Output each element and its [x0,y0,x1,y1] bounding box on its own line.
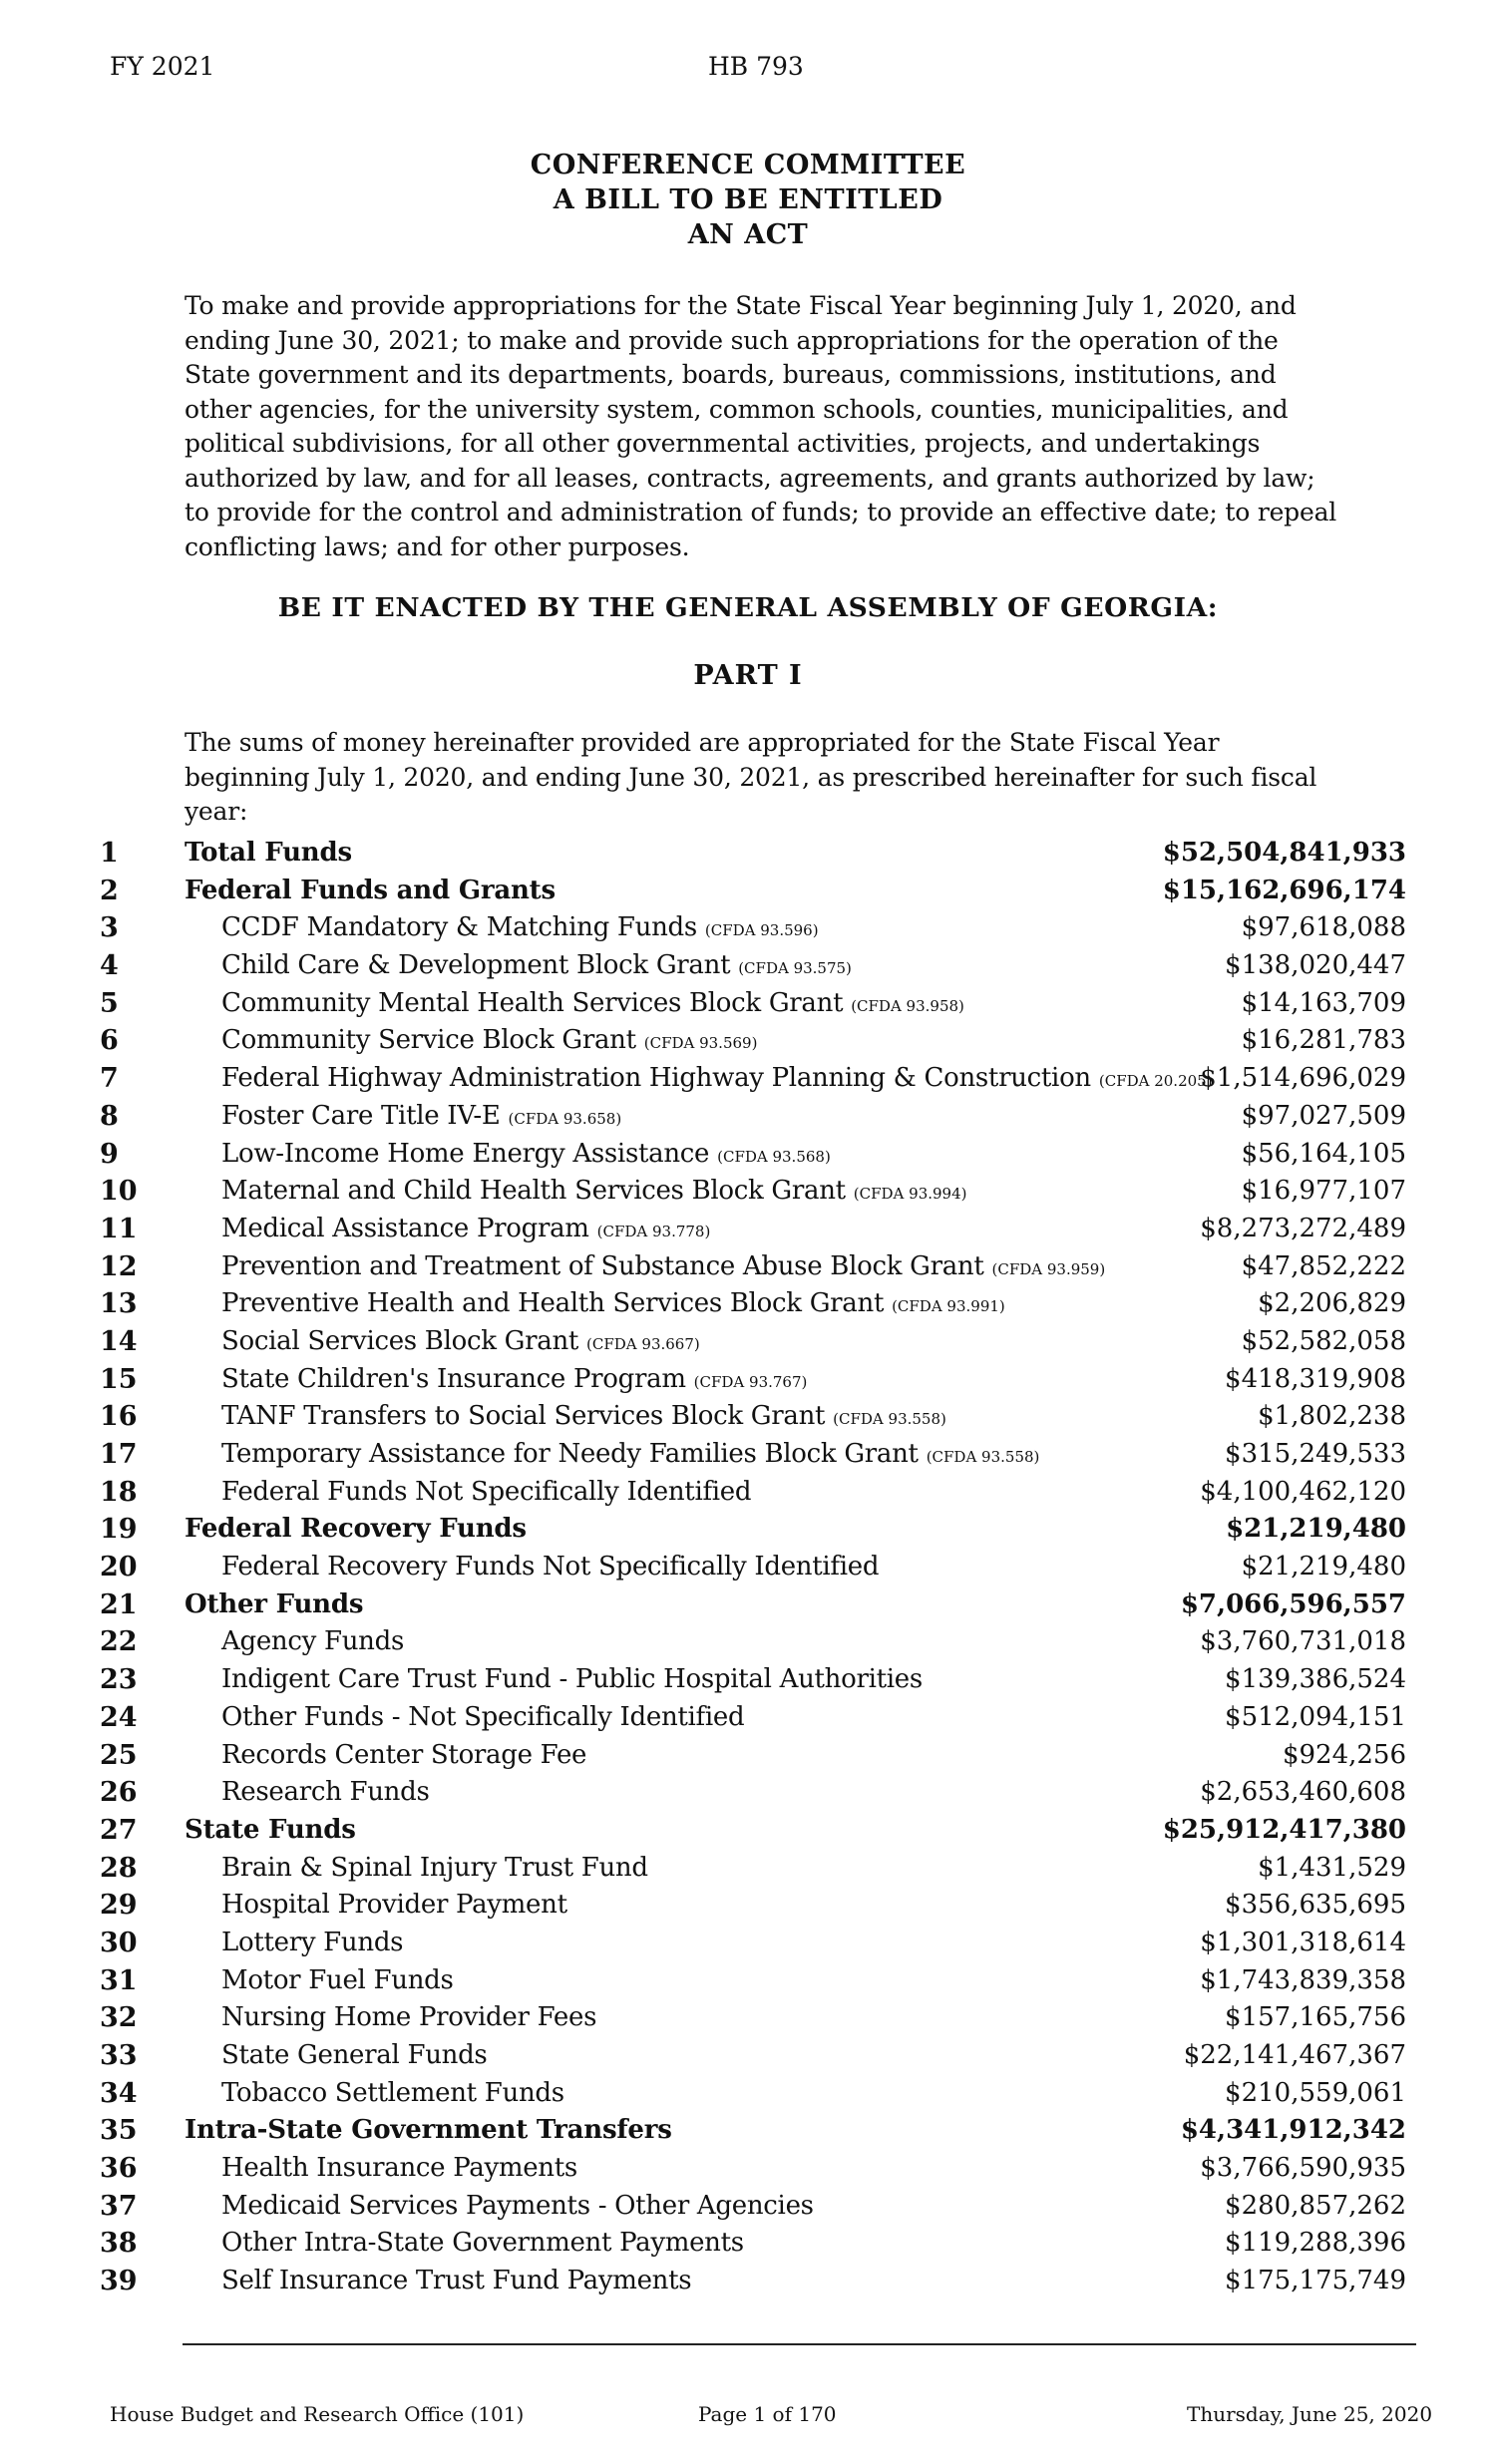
table-row [0,1436,1496,1474]
line-number: 19 [100,1514,138,1546]
table-row [0,947,1496,985]
line-number: 22 [100,1626,138,1658]
footer-divider [183,2343,1416,2345]
fund-source-label [221,1774,430,1812]
fund-source-name: Federal Recovery Funds Not Specifically Identified [221,1552,880,1583]
line-number: 17 [100,1439,138,1470]
fund-source-name: Federal Funds and Grants [185,875,556,905]
amount: $21,219,480 [1226,1514,1406,1545]
table-row [0,2263,1496,2300]
fund-source-name: State General Funds [221,2040,488,2070]
line-number: 29 [100,1890,138,1922]
table-row [0,1999,1496,2037]
line-number: 13 [100,1288,138,1320]
cfda-number: (CFDA 93.568) [717,1147,831,1166]
amount: $1,743,839,358 [1200,1964,1406,1995]
preamble-paragraph: To make and provide appropriations for the State Fiscal Year beginning July 1, 2020, and ending June 30, 2021; to make and provide such appropriations for the operation of the State government and its departments, boards, bureaus, commissions, institutions, and other agencies, for the university system, common schools, counties, municipalities, and political subdivisions, for all other governmental activities, projects, and undertakings authorized by law, and for all leases, contracts, agreements, and grants authorized by law; to provide for the control and administration of funds; to provide an effective date; to repeal conflicting laws; and for other purposes. [185,291,1337,561]
fund-source-label [221,1136,831,1177]
amount: $418,319,908 [1225,1363,1406,1394]
table-row [0,1398,1496,1436]
line-number: 24 [100,1701,138,1733]
line-number: 26 [100,1777,138,1809]
line-number: 7 [100,1063,119,1095]
cfda-number: (CFDA 93.667) [586,1334,700,1353]
table-row [0,1586,1496,1624]
line-number: 23 [100,1664,138,1696]
fund-source-label [185,1586,363,1624]
fund-source-name: Agency Funds [221,1626,404,1657]
fund-source-name: Other Funds [185,1588,364,1619]
fund-source-label [221,1474,751,1512]
line-number: 10 [100,1176,138,1208]
cfda-number: (CFDA 93.558) [833,1410,946,1429]
table-row [0,1511,1496,1549]
line-number: 1 [100,838,119,869]
fund-source-label [221,1887,567,1925]
line-number: 9 [100,1138,119,1170]
fund-source-name: Health Insurance Payments [221,2153,577,2184]
fund-source-name: Self Insurance Trust Fund Payments [221,2266,692,2296]
footer-date: Thursday, June 25, 2020 [1187,2402,1433,2426]
fund-source-name: Child Care & Development Block Grant [221,950,731,981]
fiscal-year-header: FY 2021 [110,52,215,81]
fund-source-label [221,1022,757,1063]
line-number: 34 [100,2077,138,2109]
fund-source-label [221,1925,403,1962]
fund-source-name: Brain & Spinal Injury Trust Fund [221,1852,648,1883]
line-number: 5 [100,987,119,1019]
line-number: 20 [100,1552,138,1584]
table-row [0,1361,1496,1399]
fund-source-name: Total Funds [185,838,352,868]
line-number: 30 [100,1927,138,1958]
line-number: 38 [100,2228,138,2260]
line-number: 6 [100,1025,119,1057]
cfda-number: (CFDA 93.558) [926,1448,1040,1466]
table-row [0,1850,1496,1888]
cfda-number: (CFDA 93.767) [693,1372,808,1391]
fund-source-label [221,947,852,988]
amount: $175,175,749 [1225,2266,1406,2296]
fund-source-name: Preventive Health and Health Services Block Grant [221,1288,885,1319]
cfda-number: (CFDA 93.991) [892,1297,1005,1316]
bill-number-header: HB 793 [708,52,804,81]
cfda-number: (CFDA 93.958) [851,996,964,1015]
amount: $97,027,509 [1241,1100,1406,1131]
amount: $512,094,151 [1225,1701,1406,1732]
fund-source-label [221,1060,1213,1101]
fund-source-name: Records Center Storage Fee [221,1739,587,1770]
line-number: 16 [100,1401,138,1433]
fund-source-name: Motor Fuel Funds [221,1964,454,1995]
fund-source-label [221,1699,744,1737]
fund-source-name: Other Intra-State Government Payments [221,2228,744,2259]
line-number: 14 [100,1325,138,1357]
table-row [0,1285,1496,1323]
fund-source-label [221,2188,814,2226]
fund-source-name: Tobacco Settlement Funds [221,2077,564,2108]
table-row [0,1699,1496,1737]
table-row [0,2037,1496,2075]
enacting-clause: BE IT ENACTED BY THE GENERAL ASSEMBLY OF GEORGIA: [277,592,1219,623]
fund-source-name: Social Services Block Grant [221,1325,579,1356]
line-number: 35 [100,2115,138,2147]
amount: $356,635,695 [1225,1890,1406,1921]
fund-source-name: Federal Recovery Funds [185,1514,527,1545]
line-number: 4 [100,950,119,982]
line-number: 39 [100,2266,138,2297]
fund-source-name: Lottery Funds [221,1927,404,1957]
amount: $7,066,596,557 [1180,1588,1406,1619]
fund-source-name: CCDF Mandatory & Matching Funds [221,912,697,943]
fund-source-label [221,1436,1039,1477]
intro-paragraph: The sums of money hereinafter provided are appropriated for the State Fiscal Year beginning July 1, 2020, and ending June 30, 2021, as prescribed hereinafter for such fiscal year: [185,728,1317,826]
title-line: AN ACT [687,219,809,250]
line-number: 18 [100,1476,138,1508]
amount: $16,977,107 [1241,1176,1406,1207]
table-row [0,2075,1496,2113]
footer-office: House Budget and Research Office (101) [110,2402,525,2426]
amount: $119,288,396 [1225,2228,1406,2259]
table-row [0,873,1496,910]
fund-source-name: Foster Care Title IV-E [221,1100,501,1131]
amount: $3,766,590,935 [1200,2153,1406,2184]
table-row [0,1661,1496,1699]
footer-page-number: Page 1 of 170 [698,2402,837,2426]
cfda-number: (CFDA 20.205) [1098,1072,1213,1091]
fund-source-name: Federal Funds Not Specifically Identified [221,1476,752,1507]
table-row [0,1549,1496,1586]
amount: $25,912,417,380 [1162,1814,1406,1845]
amount: $22,141,467,367 [1183,2040,1406,2070]
line-number: 11 [100,1213,138,1244]
fund-source-name: Maternal and Child Health Services Block Grant [221,1176,846,1207]
cfda-number: (CFDA 93.596) [704,921,819,940]
fund-source-name: State Children's Insurance Program [221,1363,686,1394]
amount: $15,162,696,174 [1162,875,1406,905]
fund-source-label [221,909,819,950]
table-row [0,1323,1496,1361]
fund-source-label [221,2225,744,2263]
amount: $315,249,533 [1225,1439,1406,1469]
table-row [0,2112,1496,2150]
fund-source-name: State Funds [185,1814,356,1845]
table-row [0,1248,1496,1286]
cfda-number: (CFDA 93.569) [643,1034,758,1053]
table-row [0,835,1496,873]
table-row [0,1060,1496,1098]
cfda-number: (CFDA 93.658) [508,1109,622,1128]
amount: $1,301,318,614 [1200,1927,1406,1957]
title-line: CONFERENCE COMMITTEE [530,150,966,180]
fund-source-label [221,1549,879,1586]
table-row [0,2188,1496,2226]
table-row [0,909,1496,947]
fund-source-name: Hospital Provider Payment [221,1890,567,1921]
fund-source-name: Intra-State Government Transfers [185,2115,672,2146]
fund-source-label [221,2263,691,2300]
line-number: 37 [100,2190,138,2222]
cfda-number: (CFDA 93.959) [991,1259,1106,1278]
line-number: 32 [100,2002,138,2034]
line-number: 8 [100,1100,119,1132]
table-row [0,1962,1496,2000]
fund-source-label [185,1812,356,1850]
fund-source-name: Community Service Block Grant [221,1025,636,1056]
line-number: 31 [100,1964,138,1996]
amount: $2,206,829 [1258,1288,1406,1319]
fund-source-label [221,1661,923,1699]
amount: $924,256 [1282,1739,1406,1770]
line-number: 25 [100,1739,138,1771]
fund-source-label [221,1323,700,1364]
fund-source-label [221,985,964,1026]
table-row [0,2225,1496,2263]
fund-source-label [221,1285,1005,1326]
amount: $21,219,480 [1241,1552,1406,1583]
fund-source-label [185,835,352,873]
amount: $4,341,912,342 [1180,2115,1406,2146]
bill-title [0,148,1496,252]
line-number: 27 [100,1814,138,1846]
table-row [0,1136,1496,1174]
amount: $8,273,272,489 [1200,1213,1406,1243]
line-number: 2 [100,875,119,906]
fund-source-label [185,873,556,910]
line-number: 3 [100,912,119,944]
fund-source-label [185,2112,672,2150]
table-row [0,1925,1496,1962]
line-number: 21 [100,1588,138,1620]
amount: $3,760,731,018 [1200,1626,1406,1657]
fund-source-name: Indigent Care Trust Fund - Public Hospital Authorities [221,1664,923,1695]
line-number: 12 [100,1250,138,1282]
table-row [0,1098,1496,1136]
line-number: 36 [100,2153,138,2185]
line-number: 15 [100,1363,138,1395]
fund-source-name: Medicaid Services Payments - Other Agencies [221,2190,814,2221]
fund-source-label [221,1173,967,1214]
amount: $16,281,783 [1241,1025,1406,1056]
title-line: A BILL TO BE ENTITLED [553,184,943,215]
fund-source-label [221,1248,1105,1289]
fund-source-label [221,1623,404,1661]
line-number: 33 [100,2040,138,2071]
amount: $97,618,088 [1241,912,1406,943]
fund-source-label [221,1398,946,1439]
fund-source-name: Community Mental Health Services Block Grant [221,987,844,1018]
fund-source-name: Temporary Assistance for Needy Families Block Grant [221,1439,919,1469]
amount: $1,431,529 [1258,1852,1406,1883]
table-row [0,985,1496,1023]
table-row [0,1623,1496,1661]
table-row [0,1211,1496,1248]
table-row [0,1774,1496,1812]
fund-source-label [221,1962,454,2000]
fund-source-label [221,2075,564,2113]
fund-source-label [221,1850,648,1888]
fund-source-name: Prevention and Treatment of Substance Abuse Block Grant [221,1250,984,1281]
fund-source-name: Low-Income Home Energy Assistance [221,1138,710,1169]
fund-source-name: Federal Highway Administration Highway Planning & Construction [221,1063,1091,1094]
fund-source-name: Research Funds [221,1777,430,1808]
fund-source-label [221,2037,487,2075]
amount: $52,582,058 [1241,1325,1406,1356]
cfda-number: (CFDA 93.575) [738,959,852,978]
fund-source-name: Medical Assistance Program [221,1213,589,1243]
table-row [0,1812,1496,1850]
table-row [0,1737,1496,1775]
amount: $2,653,460,608 [1200,1777,1406,1808]
fund-source-label [221,1737,586,1775]
amount: $56,164,105 [1241,1138,1406,1169]
appropriations-table [0,835,1496,2300]
cfda-number: (CFDA 93.778) [596,1222,711,1240]
table-row [0,1022,1496,1060]
fund-source-label [221,1999,596,2037]
table-row [0,1173,1496,1211]
line-number: 28 [100,1852,138,1884]
fund-source-name: TANF Transfers to Social Services Block Grant [221,1401,826,1432]
table-row [0,2150,1496,2188]
amount: $210,559,061 [1225,2077,1406,2108]
amount: $4,100,462,120 [1200,1476,1406,1507]
fund-source-label [221,1211,710,1251]
fund-source-label [221,1098,621,1139]
amount: $47,852,222 [1241,1250,1406,1281]
cfda-number: (CFDA 93.994) [853,1185,967,1204]
fund-source-label [185,1511,527,1549]
amount: $1,514,696,029 [1200,1063,1406,1094]
amount: $52,504,841,933 [1162,838,1406,868]
amount: $139,386,524 [1225,1664,1406,1695]
amount: $138,020,447 [1225,950,1406,981]
amount: $14,163,709 [1241,987,1406,1018]
part-heading: PART I [693,660,803,691]
fund-source-name: Other Funds - Not Specifically Identified [221,1701,745,1732]
amount: $157,165,756 [1225,2002,1406,2033]
table-row [0,1887,1496,1925]
fund-source-label [221,1361,807,1402]
fund-source-name: Nursing Home Provider Fees [221,2002,597,2033]
amount: $280,857,262 [1225,2190,1406,2221]
table-row [0,1474,1496,1512]
fund-source-label [221,2150,577,2188]
amount: $1,802,238 [1258,1401,1406,1432]
